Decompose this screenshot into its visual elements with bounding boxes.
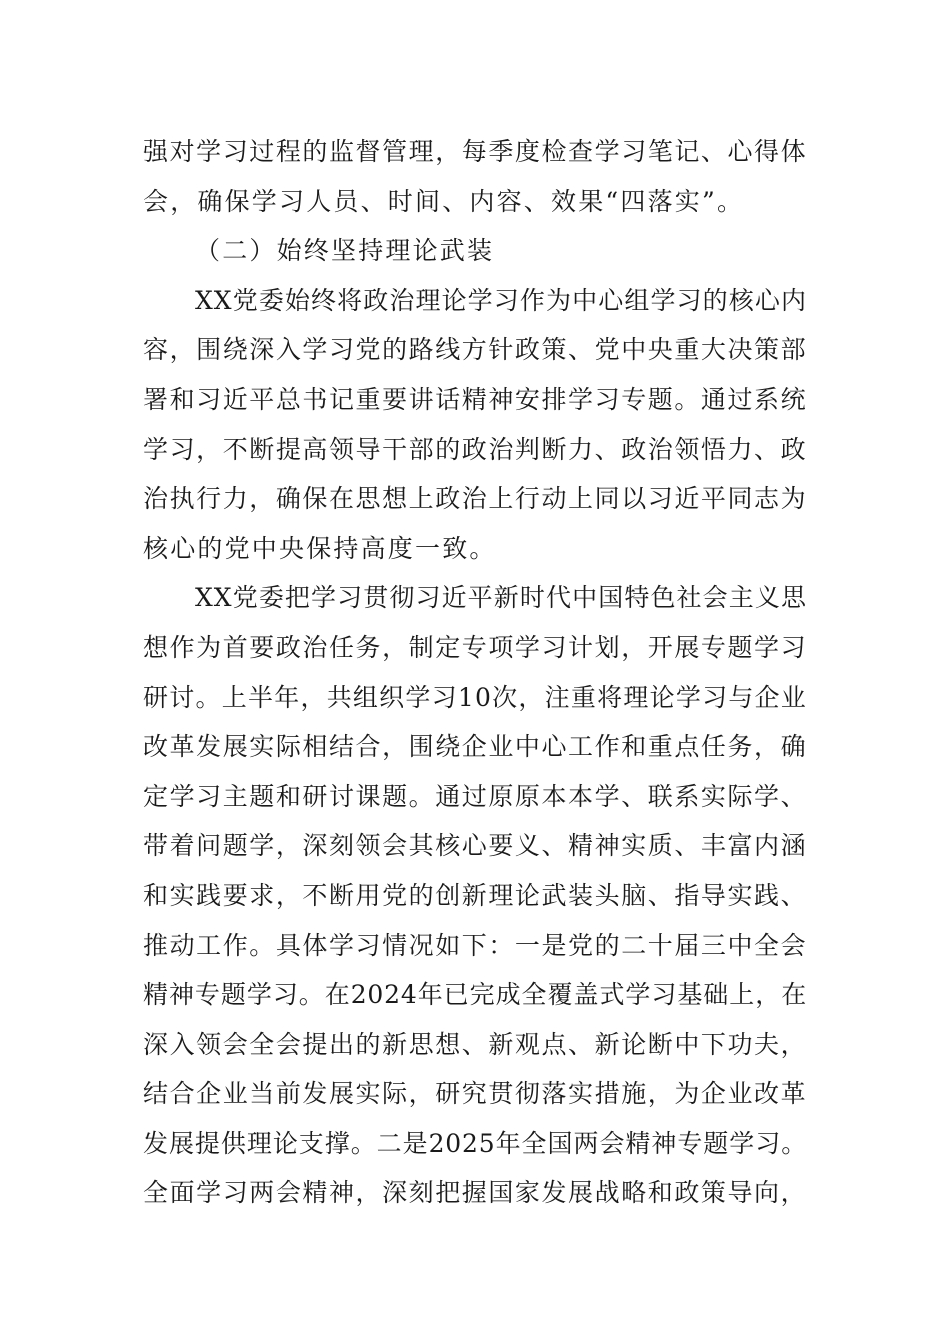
- paragraph-line: XX党委始终将政治理论学习作为中心组学习的核心内: [195, 285, 807, 315]
- paragraph-line: 想作为首要政治任务，制定专项学习计划，开展专题学习: [143, 632, 807, 662]
- paragraph-line: 发展提供理论支撑。二是2025年全国两会精神专题学习。: [143, 1128, 807, 1158]
- paragraph-line: 治执行力，确保在思想上政治上行动上同以习近平同志为: [143, 484, 807, 514]
- paragraph-line: 结合企业当前发展实际，研究贯彻落实措施，为企业改革: [143, 1079, 807, 1109]
- paragraph-line: 改革发展实际相结合，围绕企业中心工作和重点任务，确: [143, 732, 807, 762]
- paragraph-line: 会，确保学习人员、时间、内容、效果“四落实”。: [143, 186, 745, 216]
- paragraph-line: 带着问题学，深刻领会其核心要义、精神实质、丰富内涵: [143, 831, 807, 861]
- paragraph-line: 推动工作。具体学习情况如下：一是党的二十届三中全会: [143, 930, 807, 960]
- paragraph-line: 深入领会全会提出的新思想、新观点、新论断中下功夫，: [143, 1029, 807, 1059]
- paragraph-line: 署和习近平总书记重要讲话精神安排学习专题。通过系统: [143, 384, 807, 414]
- paragraph-line: 定学习主题和研讨课题。通过原原本本学、联系实际学、: [143, 781, 807, 811]
- paragraph-line: 和实践要求，不断用党的创新理论武装头脑、指导实践、: [143, 880, 807, 910]
- paragraph-line: 精神专题学习。在2024年已完成全覆盖式学习基础上，在: [143, 980, 807, 1010]
- paragraph-line: 核心的党中央保持高度一致。: [143, 533, 497, 563]
- paragraph-line: 研讨。上半年，共组织学习10次，注重将理论学习与企业: [143, 682, 807, 712]
- paragraph-line: 全面学习两会精神，深刻把握国家发展战略和政策导向，: [143, 1178, 807, 1208]
- paragraph-line: 容，围绕深入学习党的路线方针政策、党中央重大决策部: [143, 335, 807, 365]
- section-heading: （二）始终坚持理论武装: [195, 236, 495, 266]
- paragraph-line: 强对学习过程的监督管理，每季度检查学习笔记、心得体: [143, 137, 807, 166]
- paragraph-line: 学习，不断提高领导干部的政治判断力、政治领悟力、政: [143, 434, 807, 464]
- document-body: [143, 127, 807, 1218]
- paragraph-line: XX党委把学习贯彻习近平新时代中国特色社会主义思: [195, 583, 807, 613]
